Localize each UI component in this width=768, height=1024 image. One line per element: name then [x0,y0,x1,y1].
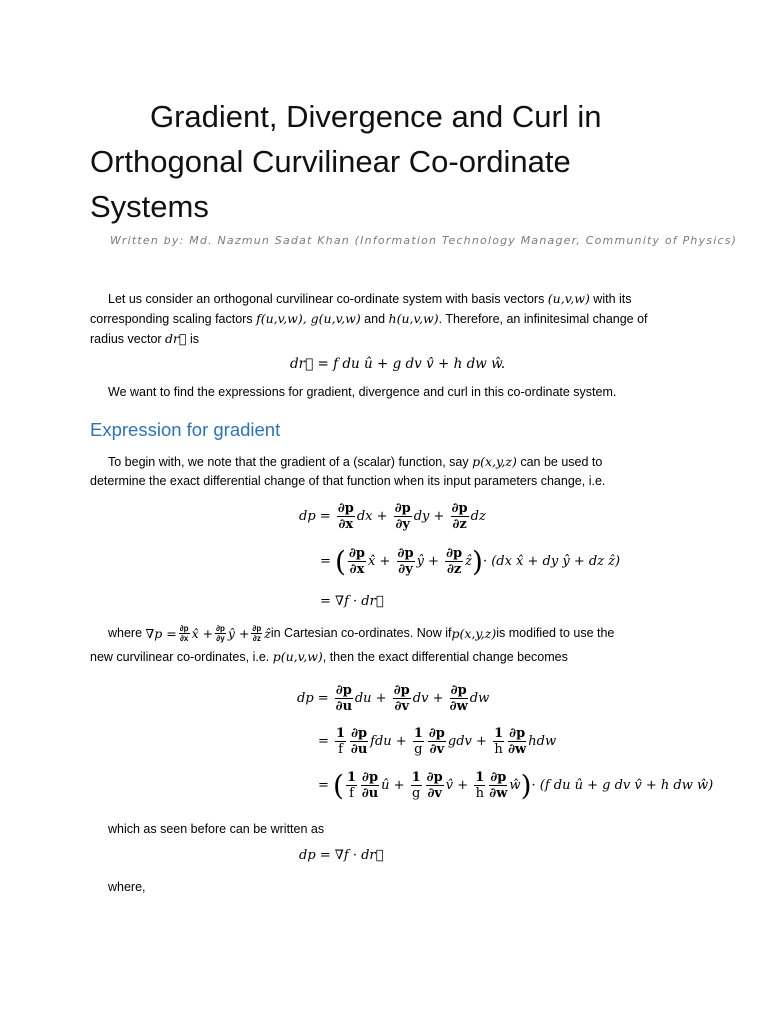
eq1-term-x: dx + [356,509,388,524]
cartesian-differential-row-2: = ( $\frac{\partial p}{\partial x}$ x̂ + $\frac{\partial p}{\partial y}$ ŷ + $\frac{\partial p}{\partial z}$ ẑ ) · (dx x̂ + dy ŷ + dz ẑ) [320,544,621,578]
intro-math-3: h(u,v,w) [388,311,439,326]
eq1-term-y: dy + [413,509,445,524]
scale-fraction: $\frac{1}{h}$ [494,726,504,757]
gradient-intro-paragraph [90,452,690,491]
begin-math-1: p(x,y,z) [472,454,517,469]
scale-fraction: $\frac{1}{g}$ [411,770,421,801]
goal-paragraph: We want to find the expressions for gradient, divergence and curl in this co-ordinate system. [108,385,617,399]
title-line-2: Orthogonal Curvilinear Co-ordinate [90,144,571,179]
intro-text-3: corresponding scaling factors [90,312,257,326]
partial-fraction: $\frac{\partial p}{\partial w}$ [508,726,527,757]
begin-text-3: determine the exact differential change of that function when its input parameters change, i.e. [90,474,606,488]
curvilinear-differential-row-2 [318,726,556,757]
curvilinear-differential-row-1 [297,683,489,714]
partial-fraction: $\frac{\partial p}{\partial z}$ [252,624,262,643]
title-line-1: Gradient, Divergence and Curl in [150,99,602,134]
eq2-row3-w: ŵ [509,778,521,793]
eq2-row2-w: hdw [528,734,557,749]
partial-fraction: $\frac{\partial p}{\partial v}$ [426,770,443,801]
where1-text-1: where [108,626,143,640]
intro-text-1: Let us consider an orthogonal curvilinear co-ordinate system with basis vectors [108,292,548,306]
cartesian-gradient-paragraph [90,624,700,667]
eq2-term-v: dv + [412,691,444,706]
partial-fraction: $\frac{\partial p}{\partial z}$ [451,501,468,532]
partial-fraction: $\frac{\partial p}{\partial x}$ [337,501,354,532]
partial-fraction: $\frac{\partial p}{\partial y}$ [394,501,411,532]
eq2-row3-u: û + [381,778,405,793]
where1-sx: x̂ + [191,626,214,641]
intro-text-4: and [360,312,389,326]
where1-sy: ŷ + [227,626,250,641]
partial-fraction: $\frac{\partial p}{\partial u}$ [361,770,379,801]
cartesian-differential-row-3: = ∇f · dr⃗ [320,594,384,609]
where1-text-2: in Cartesian co-ordinates. Now if [270,626,452,640]
title-line-3: Systems [90,189,209,224]
eq2-row3-equals: = [318,778,329,793]
eq2-row2-u: fdu + [370,734,407,749]
intro-paragraph [90,289,690,349]
where1-sz: ẑ [264,626,271,641]
partial-fraction: $\frac{\partial p}{\partial v}$ [393,683,410,714]
eq2-row3-v: v̂ + [445,778,469,793]
eq2-term-w: dw [469,691,490,706]
eq1-row2-y: ŷ + [416,554,439,569]
section-heading-gradient: Expression for gradient [90,419,281,440]
partial-fraction: $\frac{\partial p}{\partial z}$ [446,546,463,577]
eq2-term-u: du + [354,691,387,706]
radius-vector-equation: dr⃗ = f du û + g dv v̂ + h dw ŵ. [290,356,506,372]
intro-math-4: dr⃗ [165,331,187,346]
where1-math-1: ∇p = [145,626,177,641]
eq1-row2-z: ẑ [465,554,472,569]
partial-fraction: $\frac{\partial p}{\partial y}$ [216,624,225,643]
scale-fraction: $\frac{1}{f}$ [346,770,357,801]
which-paragraph: which as seen before can be written as [108,822,325,836]
curvilinear-differential-row-3: = ( $\frac{1}{f}$ $\frac{\partial p}{\partial u}$ û + $\frac{1}{g}$ $\frac{\partial p}{\partial v}$ v̂ + $\frac{1}{h}$ $\frac{\partial p}{\partial w}$ ŵ ) · (f du û + g dv v̂ + h dw ŵ) [318,768,714,802]
where1-text-4: new curvilinear co-ordinates, i.e. [90,650,273,664]
intro-text-2: with its [589,292,632,306]
eq2-row3-tail: · (f du û + g dv v̂ + h dw ŵ) [531,778,714,793]
partial-fraction: $\frac{\partial p}{\partial x}$ [348,546,366,577]
where1-text-3: is modified to use the [496,626,615,640]
partial-fraction: $\frac{\partial p}{\partial y}$ [397,546,414,577]
partial-fraction: $\frac{\partial p}{\partial v}$ [428,726,445,757]
eq1-row2-x: x̂ + [368,554,391,569]
document-title [90,94,730,229]
intro-math-1: (u,v,w) [547,291,590,306]
partial-fraction: $\frac{\partial p}{\partial x}$ [179,624,189,643]
scale-fraction: $\frac{1}{g}$ [413,726,423,757]
eq2-row2-v: gdv + [447,734,487,749]
begin-text-2: can be used to [516,455,603,469]
gradient-dot-equation: dp = ∇f · dr⃗ [299,848,384,863]
where1-text-5: , then the exact differential change becomes [322,650,568,664]
scale-fraction: $\frac{1}{h}$ [475,770,485,801]
eq1-row2-tail: · (dx x̂ + dy ŷ + dz ẑ) [482,554,621,569]
intro-math-2: f(u,v,w), g(u,v,w) [256,311,361,326]
where-label: where, [108,880,146,894]
eq2-row2-equals: = [318,734,329,749]
partial-fraction: $\frac{\partial p}{\partial u}$ [335,683,353,714]
scale-fraction: $\frac{1}{f}$ [336,726,346,757]
partial-fraction: $\frac{\partial p}{\partial u}$ [350,726,368,757]
where1-math-3: p(u,v,w) [272,649,323,664]
intro-text-6: radius vector [90,332,166,346]
eq1-row2-equals: = [320,554,331,569]
begin-text-1: To begin with, we note that the gradient of a (scalar) function, say [108,455,473,469]
where1-math-2: p(x,y,z) [451,626,497,641]
author-byline: Written by: Md. Nazmun Sadat Khan (Information Technology Manager, Community of Physics) [110,234,738,247]
intro-text-7: is [186,332,200,346]
eq1-term-z: dz [470,509,486,524]
intro-text-5: . Therefore, an infinitesimal change of [438,312,648,326]
partial-fraction: $\frac{\partial p}{\partial w}$ [489,770,508,801]
cartesian-differential-row-1 [299,501,486,532]
eq1-lhs: dp = [299,509,331,524]
partial-fraction: $\frac{\partial p}{\partial w}$ [449,683,468,714]
eq2-lhs: dp = [297,691,329,706]
